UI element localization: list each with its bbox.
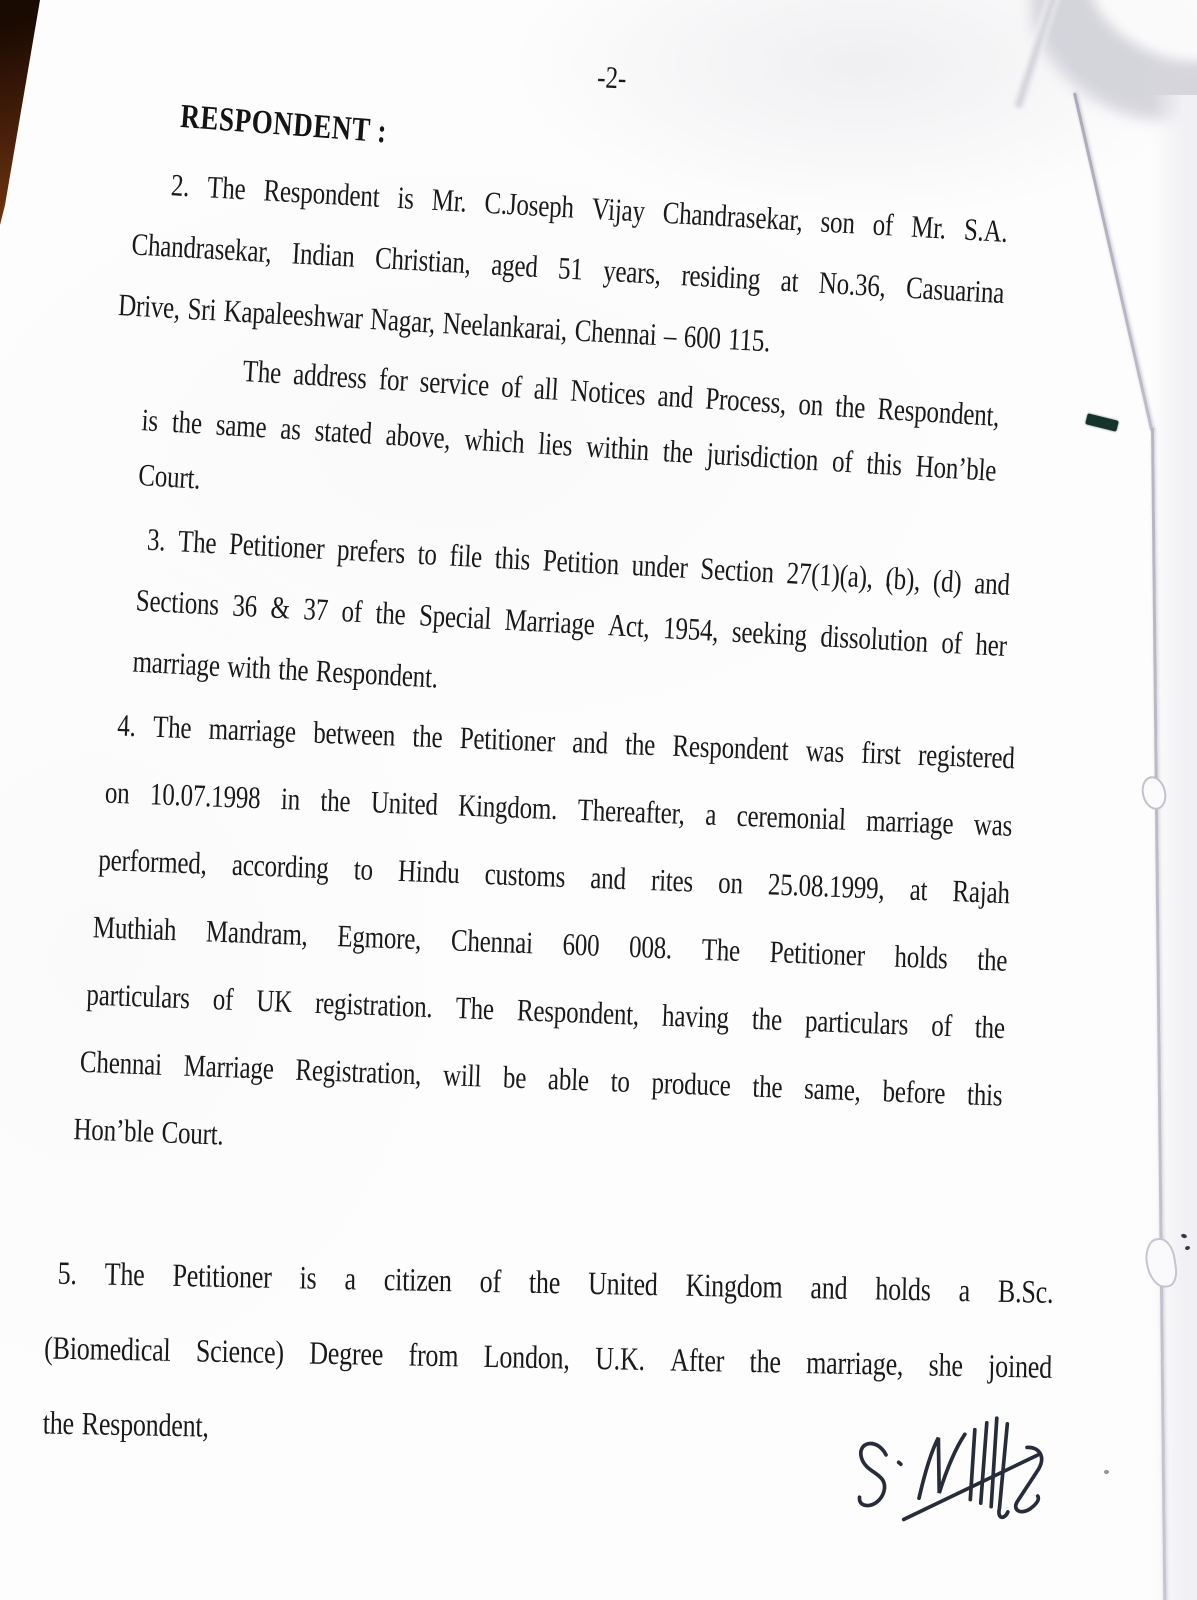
page-number: -2- — [596, 61, 628, 96]
text-line: is the same as stated above, which lies within the jurisdiction of this Hon’ble — [140, 403, 998, 489]
text-line: particulars of UK registration. The Respondent, having the particulars of the — [85, 978, 1006, 1046]
text-line: 2. The Respondent is Mr. C.Joseph Vijay Chandrasekar, son of Mr. S.A. — [170, 169, 1009, 250]
text-line: on 10.07.1998 in the United Kingdom. Thereafter, a ceremonial marriage was — [104, 776, 1013, 844]
text-line: Chandrasekar, Indian Christian, aged 51 years, residing at No.36, Casuarina — [130, 228, 1006, 311]
ink-speck — [1104, 1470, 1109, 1474]
text-line: (Biomedical Science) Degree from London, U.K. After the marriage, she joined — [43, 1329, 1053, 1386]
text-line: Hon’ble Court. — [72, 1112, 225, 1153]
text-line: The address for service of all Notices and Process, on the Respondent, — [241, 354, 1001, 434]
page-edge-line-upper — [1073, 93, 1153, 431]
text-line: 5. The Petitioner is a citizen of the United Kingdom and holds a B.Sc. — [57, 1254, 1054, 1311]
respondent-section-heading: RESPONDENT : — [179, 97, 389, 150]
text-line: 4. The marriage between the Petitioner and the Respondent was first registered — [116, 709, 1016, 776]
text-line: Court. — [137, 458, 202, 497]
text-line: Muthiah Mandram, Egmore, Chennai 600 008. The Petitioner holds the — [92, 910, 1008, 979]
text-line: the Respondent, — [42, 1404, 210, 1445]
text-line: marriage with the Respondent. — [131, 645, 439, 696]
paragraph-4-marriage-registration — [72, 709, 1016, 1214]
text-line: 3. The Petitioner prefers to file this Petition under Section 27(1)(a), (b), (d) and — [146, 523, 1011, 603]
text-line: Chennai Marriage Registration, will be able to produce the same, before this — [79, 1045, 1003, 1114]
handwritten-signature — [845, 1399, 1072, 1540]
text-line: performed, according to Hindu customs and rites on 25.08.1999, at Rajah — [97, 843, 1011, 911]
text-line: Sections 36 & 37 of the Special Marriage Act, 1954, seeking dissolution of her — [135, 584, 1008, 664]
dark-surface-corner — [0, 0, 46, 235]
ink-dash-mark — [1085, 413, 1119, 431]
text-line: Drive, Sri Kapaleeshwar Nagar, Neelankarai, Chennai – 600 115. — [117, 288, 772, 359]
